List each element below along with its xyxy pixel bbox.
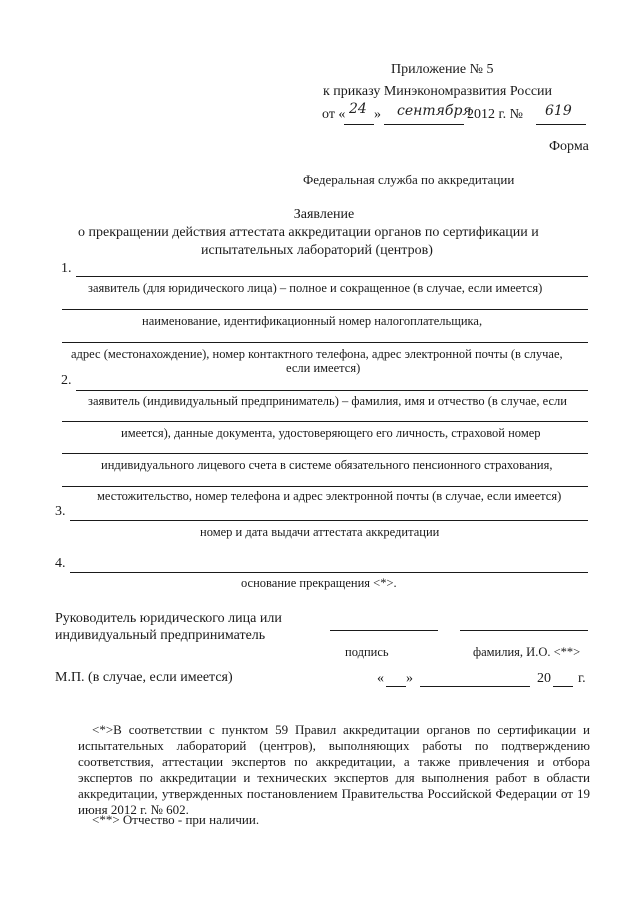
section-2-caption-2: имеется), данные документа, удостоверяющего его личность, страховой номер <box>121 426 541 440</box>
section-2-caption-3: индивидуального лицевого счета в системе обязательного пенсионного страхования, <box>101 458 553 472</box>
section-3-caption: номер и дата выдачи аттестата аккредитации <box>200 525 440 539</box>
section-2-caption-1: заявитель (индивидуальный предприниматель) – фамилия, имя и отчество (в случае, если <box>88 394 567 408</box>
date-quote-open: « <box>377 671 384 686</box>
section-2-number: 2. <box>61 373 72 388</box>
agency-name: Федеральная служба по аккредитации <box>303 172 515 187</box>
footnote-2: <**> Отчество - при наличии. <box>92 812 260 827</box>
date-year-suffix: г. <box>578 671 586 686</box>
section-2-caption-4: местожительство, номер телефона и адрес электронной почты (в случае, если имеется) <box>97 489 562 503</box>
section-2-field-3 <box>62 453 588 454</box>
section-2-field-2 <box>62 421 588 422</box>
name-caption: фамилия, И.О. <**> <box>473 645 581 659</box>
order-day-underline <box>344 124 374 125</box>
section-3-field <box>70 520 588 521</box>
date-day-field <box>386 686 406 687</box>
date-year-field <box>553 686 573 687</box>
name-field <box>460 630 588 631</box>
signature-field <box>330 630 438 631</box>
date-year-prefix: 20 <box>537 671 551 686</box>
order-reference: к приказу Минэкономразвития России <box>323 84 553 99</box>
section-1-caption-3a: адрес (местонахождение), номер контактного телефона, адрес электронной почты (в случае, <box>71 347 563 361</box>
date-month-field <box>420 686 530 687</box>
order-from-prefix: от « <box>322 107 346 122</box>
stamp-label: М.П. (в случае, если имеется) <box>55 670 233 685</box>
section-1-caption-2: наименование, идентификационный номер налогоплательщика, <box>142 314 483 328</box>
section-3-number: 3. <box>55 504 66 519</box>
form-label: Форма <box>549 139 589 154</box>
section-1-number: 1. <box>61 261 72 276</box>
date-quote-close: » <box>406 671 413 686</box>
order-number-underline <box>536 124 586 125</box>
section-1-field-3 <box>62 342 588 343</box>
order-quote-close: » <box>374 107 381 122</box>
order-month-handwritten: сентября <box>397 103 472 119</box>
head-title-line-1: Руководитель юридического лица или <box>55 611 282 626</box>
section-4-field <box>70 572 588 573</box>
section-2-field-4 <box>62 486 588 487</box>
order-number-handwritten: 619 <box>545 103 572 119</box>
section-4-caption: основание прекращения <*>. <box>241 576 397 590</box>
order-year-number-label: 2012 г. № <box>467 107 524 122</box>
title-line-2: о прекращении действия аттестата аккредитации органов по сертификации и <box>78 225 539 240</box>
section-1-caption-1: заявитель (для юридического лица) – полное и сокращенное (в случае, если имеется) <box>88 281 543 295</box>
footnote-1: <*>В соответствии с пунктом 59 Правил аккредитации органов по сертификации и испытательных лабораторий (центров), выполняющих работы по подтверждению соответствия, аттестации экспертов по аккредитации, а также привлечения и отбора экспертов по аккредитации и технических экспертов для выполнения работ в области аккредитации, утвержденных постановлением Правительства Российской Федерации от 19 июня 2012 г. № 602. <box>78 722 590 817</box>
section-2-field-1 <box>76 390 588 391</box>
signature-caption: подпись <box>345 645 389 659</box>
head-title-line-2: индивидуальный предприниматель <box>55 628 266 643</box>
section-1-field-1 <box>76 276 588 277</box>
section-1-field-2 <box>62 309 588 310</box>
order-month-underline <box>384 124 464 125</box>
title-line-3: испытательных лабораторий (центров) <box>201 243 433 258</box>
title-line-1: Заявление <box>293 207 355 222</box>
appendix-label: Приложение № 5 <box>391 62 494 77</box>
order-day-handwritten: 24 <box>349 101 367 117</box>
section-1-caption-3b: если имеется) <box>286 361 361 375</box>
section-4-number: 4. <box>55 556 66 571</box>
